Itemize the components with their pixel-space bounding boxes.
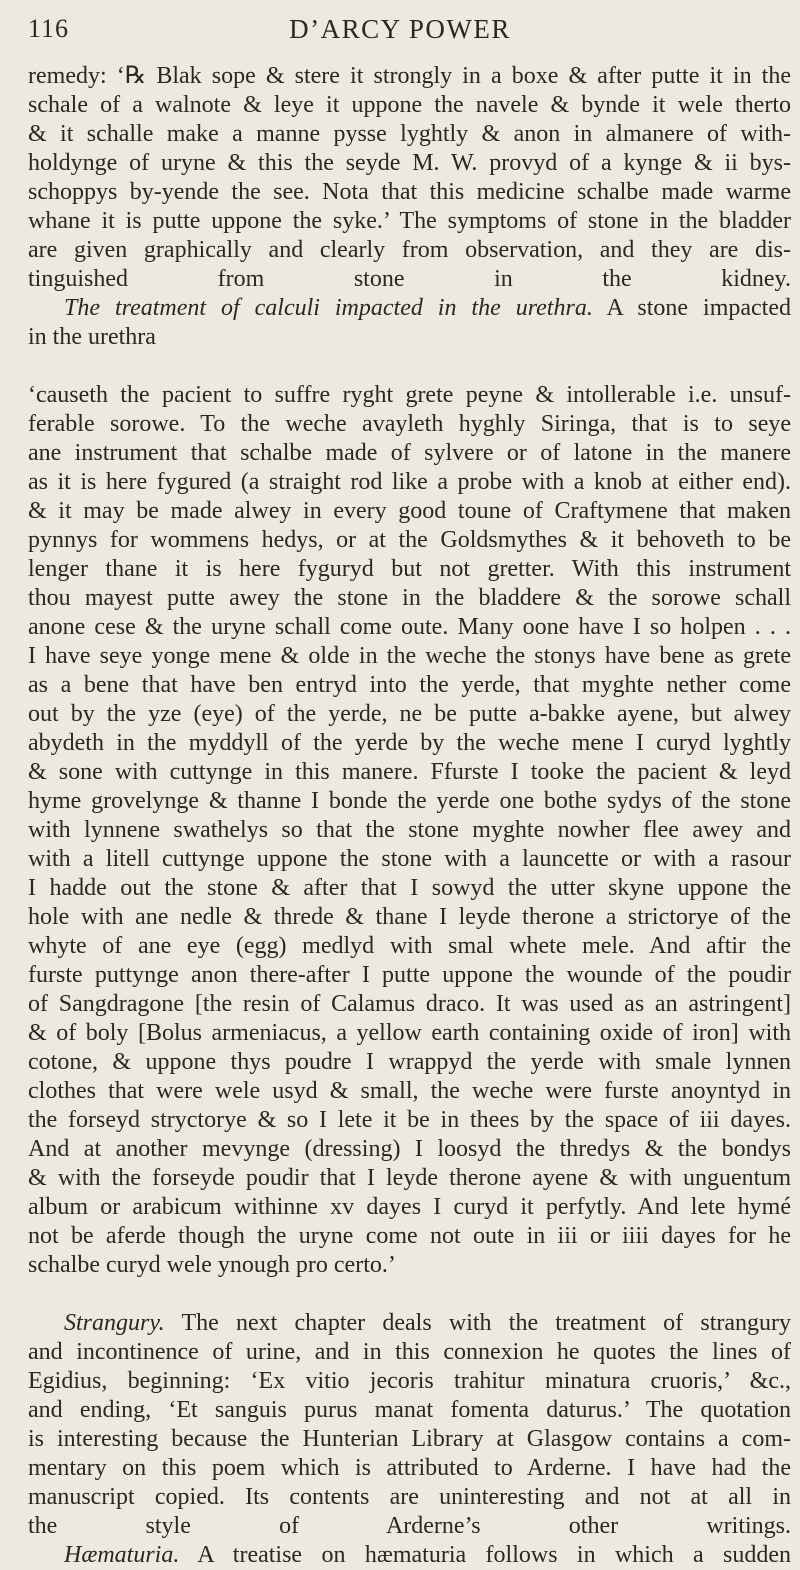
text-line: thou mayest putte awey the stone in the bladdere & the sorowe schall bbox=[28, 585, 791, 611]
text-line: & sone with cuttynge in this manere. Ffurste I tooke the pacient & leyd bbox=[28, 759, 791, 785]
text-line: ‘causeth the pacient to suffre ryght grete peyne & intollerable i.e. unsuf- bbox=[28, 382, 791, 408]
text-line: Egidius, beginning: ‘Ex vitio jecoris trahitur minatura cruoris,’ &c., bbox=[28, 1368, 791, 1394]
text-line bbox=[28, 1309, 791, 1338]
text-line: and incontinence of urine, and in this connexion he quotes the lines of bbox=[28, 1339, 791, 1365]
text-line: out by the yze (eye) of the yerde, ne be putte a-bakke ayene, but alwey bbox=[28, 701, 791, 727]
text-line: with lynnene swathelys so that the stone myghte nowher flee awey and bbox=[28, 817, 791, 843]
text-line: ane instrument that schalbe made of sylvere or of latone in the manere bbox=[28, 440, 791, 466]
text-line: anone cese & the uryne schall come oute. Many oone have I so holpen . . . bbox=[28, 614, 791, 640]
text-line: the forseyd stryctorye & so I lete it be in thees by the space of iii dayes. bbox=[28, 1107, 791, 1133]
text-line: I have seye yonge mene & olde in the weche the stonys have bene as grete bbox=[28, 643, 791, 669]
text-line: cotone, & uppone thys poudre I wrappyd the yerde with smale lynnen bbox=[28, 1049, 791, 1075]
text-line bbox=[28, 294, 791, 323]
text-line: schoppys by-yende the see. Nota that this medicine schalbe made warme bbox=[28, 179, 791, 205]
text-line: hyme grovelynge & thanne I bonde the yerde one bothe sydys of the stone bbox=[28, 788, 791, 814]
text-line: whyte of ane eye (egg) medlyd with smal whete mele. And aftir the bbox=[28, 933, 791, 959]
line-text: A treatise on hæmaturia follows in which a sudden bbox=[179, 1542, 791, 1568]
text-line: furste puttynge anon there-after I putte uppone the wounde of the poudir bbox=[28, 962, 791, 988]
text-line: with a litell cuttynge uppone the stone with a launcette or with a rasour bbox=[28, 846, 791, 872]
text-line: ferable sorowe. To the weche avayleth hyghly Siringa, that is to seye bbox=[28, 411, 791, 437]
text-line: remedy: ‘℞ Blak sope & stere it strongly in a boxe & after putte it in the bbox=[28, 63, 791, 89]
text-line: is interesting because the Hunterian Library at Glasgow contains a com- bbox=[28, 1426, 791, 1452]
text-line: and ending, ‘Et sanguis purus manat fomenta daturus.’ The quotation bbox=[28, 1397, 791, 1423]
text-line: & with the forseyde poudir that I leyde therone ayene & with unguentum bbox=[28, 1165, 791, 1191]
text-line: tinguished from stone in the kidney. bbox=[28, 266, 791, 292]
text-line: hole with ane nedle & threde & thane I leyde therone a strictorye of the bbox=[28, 904, 791, 930]
text-line: in the urethra bbox=[28, 324, 156, 350]
text-line: schalbe curyd wele ynough pro certo.’ bbox=[28, 1252, 396, 1278]
text-line: as a bene that have ben entryd into the yerde, that myghte nether come bbox=[28, 672, 791, 698]
text-line bbox=[28, 1541, 791, 1570]
body-text bbox=[28, 62, 791, 1570]
text-line: manuscript copied. Its contents are uninteresting and not at all in bbox=[28, 1484, 791, 1510]
page-header bbox=[0, 14, 800, 58]
line-text: The next chapter deals with the treatment of strangury bbox=[164, 1310, 791, 1336]
section-heading: The treatment of calculi impacted in the urethra. bbox=[64, 295, 593, 321]
text-line: clothes that were wele usyd & small, the weche were furste anoyntyd in bbox=[28, 1078, 791, 1104]
text-line: & it schalle make a manne pysse lyghtly & anon in almanere of with- bbox=[28, 121, 791, 147]
line-text: A stone impacted bbox=[592, 295, 791, 321]
text-line: of Sangdragone [the resin of Calamus draco. It was used as an astringent] bbox=[28, 991, 791, 1017]
text-line: mentary on this poem which is attributed to Arderne. I have had the bbox=[28, 1455, 791, 1481]
text-line: holdynge of uryne & this the seyde M. W. provyd of a kynge & ii bys- bbox=[28, 150, 791, 176]
text-line: schale of a walnote & leye it uppone the navele & bynde it wele therto bbox=[28, 92, 791, 118]
text-line: abydeth in the myddyll of the yerde by the weche mene I curyd lyghtly bbox=[28, 730, 791, 756]
text-line bbox=[28, 352, 791, 381]
text-line: the style of Arderne’s other writings. bbox=[28, 1513, 791, 1539]
text-line: I hadde out the stone & after that I sowyd the utter skyne uppone the bbox=[28, 875, 791, 901]
text-line: & it may be made alwey in every good toune of Craftymene that maken bbox=[28, 498, 791, 524]
section-heading: Hæmaturia. bbox=[64, 1542, 180, 1568]
text-line: are given graphically and clearly from observation, and they are dis- bbox=[28, 237, 791, 263]
text-line: pynnys for wommens hedys, or at the Goldsmythes & it behoveth to be bbox=[28, 527, 791, 553]
text-line: as it is here fygured (a straight rod like a probe with a knob at either end). bbox=[28, 469, 791, 495]
text-line: not be aferde though the uryne come not oute in iii or iiii dayes for he bbox=[28, 1223, 791, 1249]
section-heading: Strangury. bbox=[64, 1310, 165, 1336]
running-head: D’ARCY POWER bbox=[289, 14, 511, 44]
page-number: 116 bbox=[28, 14, 70, 43]
text-line: album or arabicum withinne xv dayes I curyd it perfytly. And lete hymé bbox=[28, 1194, 791, 1220]
text-line bbox=[28, 1280, 791, 1309]
text-line: & of boly [Bolus armeniacus, a yellow earth containing oxide of iron] with bbox=[28, 1020, 791, 1046]
text-line: And at another mevynge (dressing) I loosyd the thredys & the bondys bbox=[28, 1136, 791, 1162]
text-line: whane it is putte uppone the syke.’ The symptoms of stone in the bladder bbox=[28, 208, 791, 234]
text-line: lenger thane it is here fyguryd but not gretter. With this instrument bbox=[28, 556, 791, 582]
